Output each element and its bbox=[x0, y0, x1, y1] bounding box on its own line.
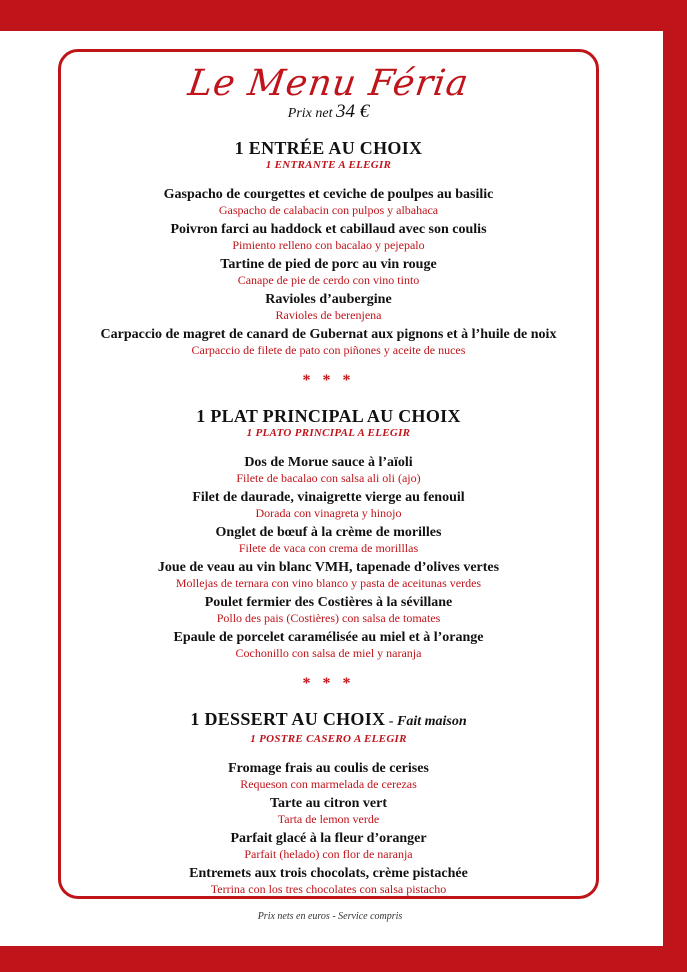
section-note: - Fait maison bbox=[385, 714, 467, 729]
dish-name: Epaule de porcelet caramélisée au miel et à l’orange bbox=[173, 630, 484, 645]
dish-name: Parfait glacé à la fleur d’oranger bbox=[230, 831, 427, 846]
bottom-red-band bbox=[0, 946, 687, 972]
dish-name: Poulet fermier des Costières à la sévillane bbox=[204, 595, 453, 610]
dish-name: Tartine de pied de porc au vin rouge bbox=[220, 257, 437, 272]
menu-title: Le Menu Féria bbox=[185, 63, 472, 104]
dish-name: Carpaccio de magret de canard de Gubernat aux pignons et à l’huile de noix bbox=[100, 327, 557, 342]
dish-translation: Requeson con marmelada de cerezas bbox=[240, 777, 417, 791]
dish-name: Joue de veau au vin blanc VMH, tapenade d’olives vertes bbox=[157, 560, 500, 575]
dish-name: Entremets aux trois chocolats, crème pistachée bbox=[189, 866, 468, 881]
dish-translation: Filete de bacalao con salsa ali oli (ajo) bbox=[236, 471, 421, 485]
dish-translation: Dorada con vinagreta y hinojo bbox=[255, 506, 402, 520]
price-label: Prix net bbox=[287, 106, 333, 121]
dish-name: Ravioles d’aubergine bbox=[265, 292, 392, 307]
dish-name: Dos de Morue sauce à l’aïoli bbox=[244, 455, 413, 470]
section-subtitle: 1 POSTRE CASERO A ELEGIR bbox=[250, 733, 407, 745]
dish-name: Onglet de bœuf à la crème de morilles bbox=[215, 525, 442, 540]
dish-name: Gaspacho de courgettes et ceviche de poulpes au basilic bbox=[163, 187, 494, 202]
dish-translation: Cochonillo con salsa de miel y naranja bbox=[235, 646, 422, 660]
dish-translation: Tarta de lemon verde bbox=[277, 812, 380, 826]
dish-translation: Pollo des pais (Costières) con salsa de tomates bbox=[216, 611, 441, 625]
dish-translation: Pimiento relleno con bacalao y pejepalo bbox=[232, 238, 425, 252]
dish-translation: Filete de vaca con crema de morilllas bbox=[238, 541, 419, 555]
section-dessert bbox=[58, 709, 599, 897]
dish-translation: Mollejas de ternara con vino blanco y pasta de aceitunas verdes bbox=[175, 576, 482, 590]
dish-translation: Canape de pie de cerdo con vino tinto bbox=[237, 273, 420, 287]
dish-translation: Carpaccio de filete de pato con piñones y aceite de nuces bbox=[191, 343, 466, 357]
separator-stars: * * * bbox=[302, 675, 355, 692]
section-title: 1 DESSERT AU CHOIX - Fait maison bbox=[190, 709, 467, 729]
separator-stars: * * * bbox=[302, 372, 355, 389]
dish-translation: Terrina con los tres chocolates con salsa pistacho bbox=[210, 882, 447, 896]
section-plat bbox=[58, 406, 599, 661]
section-title: 1 PLAT PRINCIPAL AU CHOIX bbox=[196, 406, 461, 426]
section-subtitle: 1 PLATO PRINCIPAL A ELEGIR bbox=[246, 427, 411, 439]
top-red-band bbox=[0, 0, 687, 31]
dish-name: Fromage frais au coulis de cerises bbox=[228, 761, 429, 776]
menu-content bbox=[58, 62, 599, 900]
menu-price bbox=[58, 101, 599, 122]
footer-note: Prix nets en euros - Service compris bbox=[257, 911, 403, 922]
right-red-band bbox=[663, 0, 687, 972]
dish-translation: Gaspacho de calabacin con pulpos y albahaca bbox=[218, 203, 439, 217]
dish-name: Filet de daurade, vinaigrette vierge au fenouil bbox=[192, 490, 465, 505]
dish-name: Tarte au citron vert bbox=[269, 796, 388, 811]
section-subtitle: 1 ENTRANTE A ELEGIR bbox=[265, 159, 392, 171]
dish-translation: Parfait (helado) con flor de naranja bbox=[244, 847, 413, 861]
dish-translation: Ravioles de berenjena bbox=[275, 308, 382, 322]
section-title: 1 ENTRÉE AU CHOIX bbox=[234, 138, 423, 158]
price-value: 34 € bbox=[335, 101, 370, 122]
section-entree bbox=[58, 138, 599, 358]
dish-name: Poivron farci au haddock et cabillaud avec son coulis bbox=[170, 222, 487, 237]
